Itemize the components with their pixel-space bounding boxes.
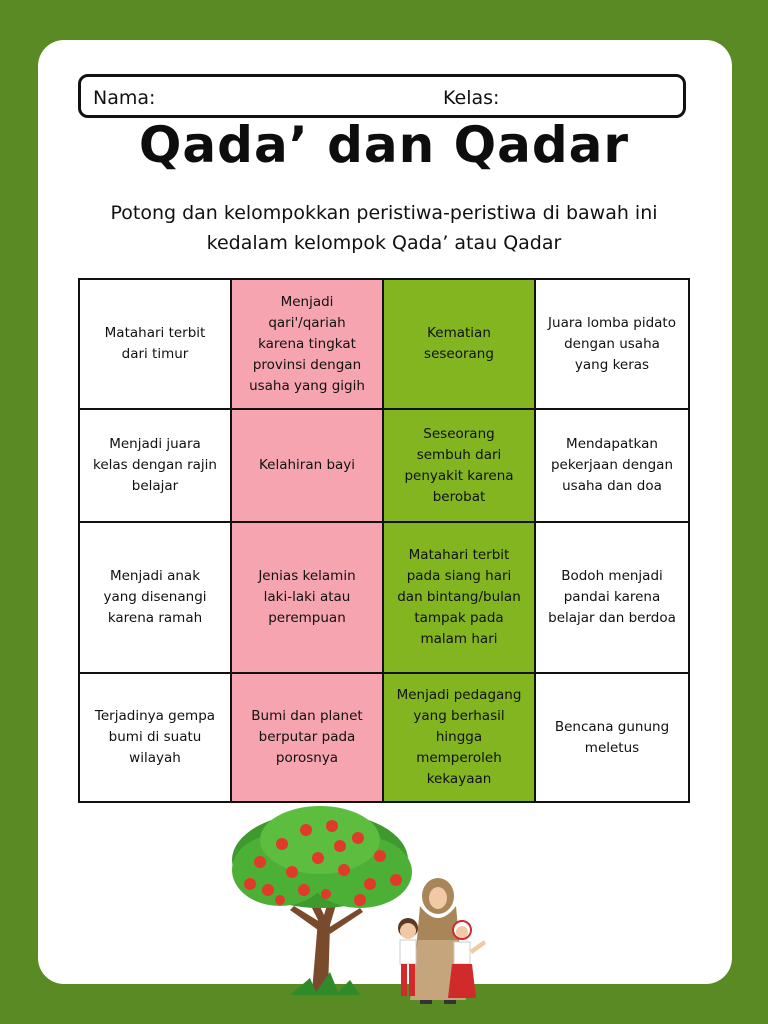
table-row	[79, 279, 689, 409]
event-card: Matahari terbit pada siang hari dan bintang/bulan tampak pada malam hari	[383, 522, 535, 673]
event-card: Kematian seseorang	[383, 279, 535, 409]
nama-label: Nama:	[93, 87, 156, 109]
event-card: Terjadinya gempa bumi di suatu wilayah	[79, 673, 231, 802]
name-class-box	[78, 74, 686, 118]
event-card: Menjadi juara kelas dengan rajin belajar	[79, 409, 231, 522]
girl-student-icon	[448, 921, 486, 998]
boy-student-icon	[398, 918, 418, 996]
event-card: Mendapatkan pekerjaan dengan usaha dan doa	[535, 409, 689, 522]
event-card: Seseorang sembuh dari penyakit karena berobat	[383, 409, 535, 522]
tree-family-illustration	[220, 800, 510, 1010]
table-row	[79, 673, 689, 802]
event-card: Bumi dan planet berputar pada porosnya	[231, 673, 383, 802]
tree-icon	[232, 806, 412, 995]
instructions-line-1: Potong dan kelompokkan peristiwa-peristiwa di bawah ini	[110, 202, 658, 224]
instructions-line-2: kedalam kelompok Qada’ atau Qadar	[206, 232, 562, 254]
event-card: Menjadi qari'/qariah karena tingkat provinsi dengan usaha yang gigih	[231, 279, 383, 409]
event-card: Matahari terbit dari timur	[79, 279, 231, 409]
instructions	[60, 198, 708, 258]
event-card: Bodoh menjadi pandai karena belajar dan berdoa	[535, 522, 689, 673]
event-card: Menjadi anak yang disenangi karena ramah	[79, 522, 231, 673]
event-cards-grid	[78, 278, 690, 803]
event-card: Kelahiran bayi	[231, 409, 383, 522]
kelas-label: Kelas:	[443, 87, 500, 109]
event-card: Bencana gunung meletus	[535, 673, 689, 802]
event-card: Menjadi pedagang yang berhasil hingga memperoleh kekayaan	[383, 673, 535, 802]
table-row	[79, 522, 689, 673]
table-row	[79, 409, 689, 522]
event-card: Juara lomba pidato dengan usaha yang keras	[535, 279, 689, 409]
event-card: Jenias kelamin laki-laki atau perempuan	[231, 522, 383, 673]
page-title: Qada’ dan Qadar	[138, 116, 630, 174]
